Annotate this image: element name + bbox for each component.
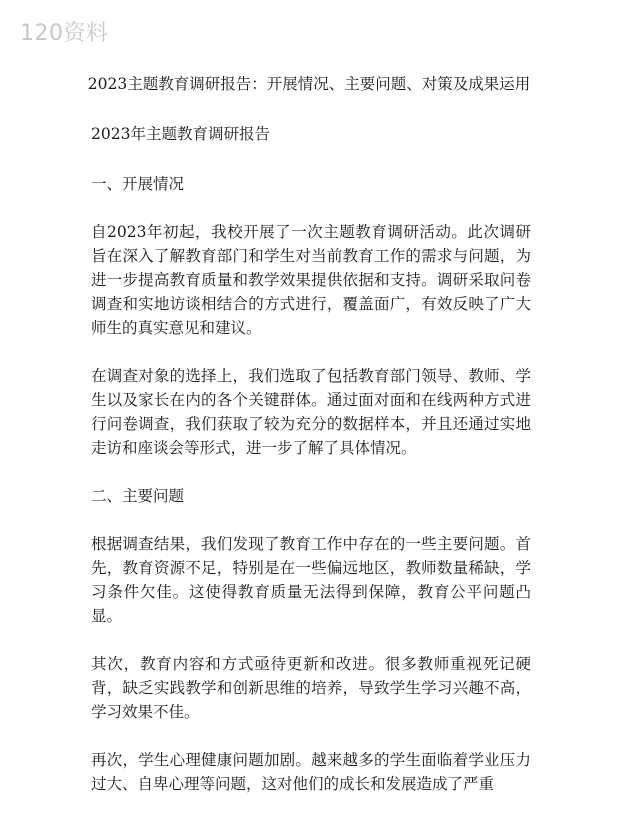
document-title: 2023主题教育调研报告：开展情况、主要问题、对策及成果运用 [87,75,531,93]
paragraph: 其次，教育内容和方式亟待更新和改进。很多教师重视死记硬背，缺乏实践教学和创新思维的培养，导致学生学习兴趣不高，学习效果不佳。 [91,655,531,721]
paragraph: 根据调查结果，我们发现了教育工作中存在的一些主要问题。首先，教育资源不足，特别是在一些偏远地区，教师数量稀缺，学习条件欠佳。这使得教育质量无法得到保障，教育公平问题凸显。 [91,535,531,625]
document-subtitle: 2023年主题教育调研报告 [91,125,270,143]
section-heading-problems: 二、主要问题 [91,487,185,505]
paragraph: 再次，学生心理健康问题加剧。越来越多的学生面临着学业压力过大、自卑心理等问题，这对他们的成长和发展造成了严重 [91,751,531,793]
document-body [91,122,531,820]
section-heading-overview: 一、开展情况 [91,175,185,193]
paragraph: 在调查对象的选择上，我们选取了包括教育部门领导、教师、学生以及家长在内的各个关键群体。通过面对面和在线两种方式进行问卷调查，我们获取了较为充分的数据样本，并且还通过实地走访和座谈会等形式，进一步了解了具体情况。 [91,367,531,457]
watermark-logo: 120资料 [20,21,109,46]
paragraph: 自2023年初起，我校开展了一次主题教育调研活动。此次调研旨在深入了解教育部门和学生对当前教育工作的需求与问题，为进一步提高教育质量和教学效果提供依据和支持。调研采取问卷调查和实地访谈相结合的方式进行，覆盖面广，有效反映了广大师生的真实意见和建议。 [91,223,531,337]
